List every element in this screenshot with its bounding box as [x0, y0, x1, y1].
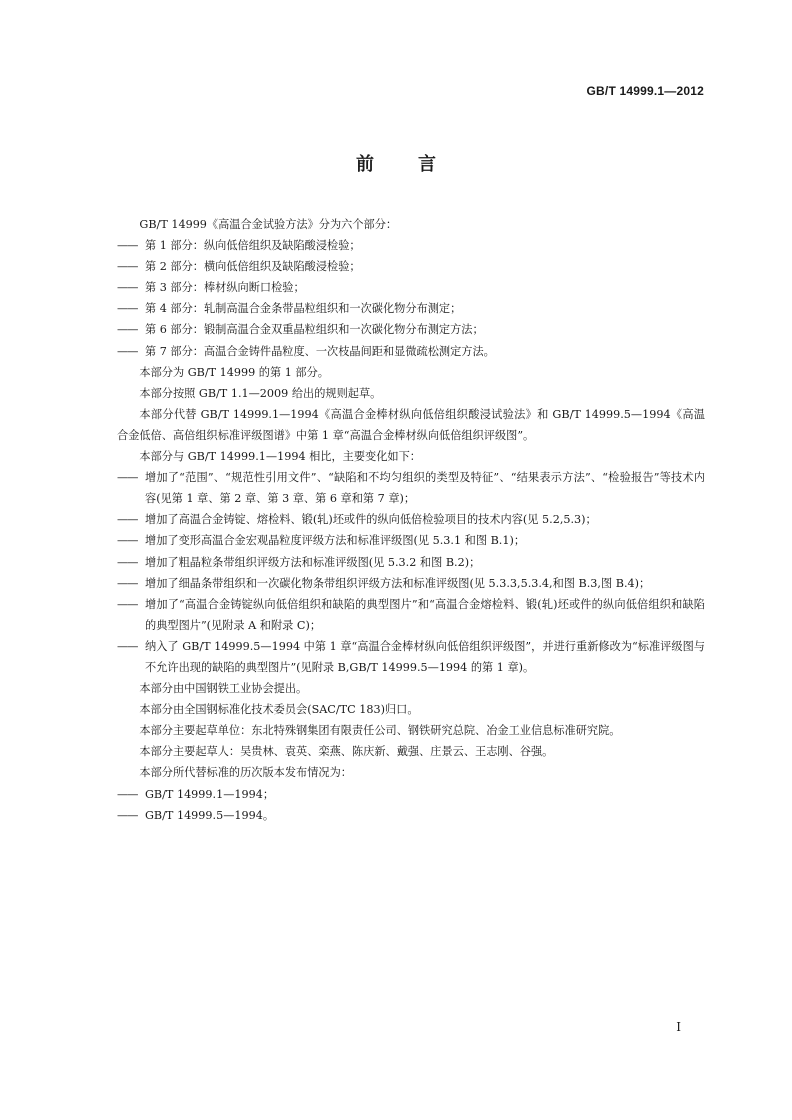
standard-number-header: GB/T 14999.1—2012: [586, 84, 704, 98]
list-item: [117, 530, 705, 551]
list-item-text: 增加了粗晶粒条带组织评级方法和标准评级图(见 5.3.2 和图 B.2)；: [145, 555, 481, 569]
list-item: [117, 805, 705, 826]
history-list: [117, 784, 705, 826]
foreword-content: [117, 214, 705, 826]
list-item: [117, 636, 705, 678]
dash-bullet: ——: [117, 281, 138, 295]
drafting-units: 本部分主要起草单位：东北特殊钢集团有限责任公司、钢铁研究总院、冶金工业信息标准研究院。: [139, 724, 621, 738]
dash-bullet: ——: [117, 555, 138, 569]
list-item-text: 第 3 部分：棒材纵向断口检验；: [145, 281, 305, 295]
dash-bullet: ——: [117, 471, 138, 485]
list-item-text: GB/T 14999.1—1994；: [145, 787, 275, 801]
list-item-text: 第 6 部分：锻制高温合金双重晶粒组织和一次碳化物分布测定方法；: [145, 323, 484, 337]
list-item: [117, 235, 705, 256]
dash-bullet: ——: [117, 260, 138, 274]
proposed-by: 本部分由中国钢铁工业协会提出。: [139, 682, 308, 696]
dash-bullet: ——: [117, 597, 138, 611]
list-item-text: 增加了高温合金铸锭、熔检料、锻(轧)坯或件的纵向低倍检验项目的技术内容(见 5.2,5.3)；: [145, 513, 597, 527]
dash-bullet: ——: [117, 576, 138, 590]
list-item-text: 第 4 部分：轧制高温合金条带晶粒组织和一次碳化物分布测定；: [145, 302, 462, 316]
drafters: 本部分主要起草人：吴贵林、袁英、栾燕、陈庆新、戴强、庄景云、王志刚、谷强。: [139, 745, 554, 759]
list-item: [117, 319, 705, 340]
list-item-text: 增加了细晶条带组织和一次碳化物条带组织评级方法和标准评级图(见 5.3.3,5.3.4,和图 B.3,图 B.4)；: [145, 576, 651, 590]
list-item: [117, 341, 705, 362]
page-title: 前言: [356, 154, 480, 175]
list-item-text: GB/T 14999.5—1994。: [145, 808, 275, 822]
list-item: [117, 277, 705, 298]
statement-rules: 本部分按照 GB/T 1.1—2009 给出的规则起草。: [139, 386, 382, 400]
dash-bullet: ——: [117, 302, 138, 316]
list-item: [117, 573, 705, 594]
list-item: [117, 784, 705, 805]
changes-intro: 本部分与 GB/T 14999.1—1994 相比，主要变化如下：: [139, 450, 421, 464]
dash-bullet: ——: [117, 513, 138, 527]
list-item-text: 增加了变形高温合金宏观晶粒度评级方法和标准评级图(见 5.3.1 和图 B.1)；: [145, 534, 526, 548]
page-number: I: [676, 1020, 681, 1034]
list-item: [117, 467, 705, 509]
list-item: [117, 298, 705, 319]
list-item-text: 第 2 部分：横向低倍组织及缺陷酸浸检验；: [145, 260, 361, 274]
changes-list: [117, 467, 705, 678]
statement-replaces: 本部分代替 GB/T 14999.1—1994《高温合金棒材纵向低倍组织酸浸试验法》和 GB/T 14999.5—1994《高温合金低倍、高倍组织标准评级图谱》中第 1 章“高温合金棒材纵向低倍组织评级图”。: [117, 407, 705, 442]
list-item: [117, 256, 705, 277]
list-item-text: 增加了“范围”、“规范性引用文件”、“缺陷和不均匀组织的类型及特征”、“结果表示方法”、“检验报告”等技术内容(见第 1 章、第 2 章、第 3 章、第 6 章和第 7 章)；: [145, 471, 705, 506]
dash-bullet: ——: [117, 239, 138, 253]
history-intro: 本部分所代替标准的历次版本发布情况为：: [139, 766, 352, 780]
intro-paragraph: GB/T 14999《高温合金试验方法》分为六个部分：: [139, 218, 398, 231]
centralized-by: 本部分由全国钢标准化技术委员会(SAC/TC 183)归口。: [139, 703, 419, 717]
dash-bullet: ——: [117, 323, 138, 337]
dash-bullet: ——: [117, 787, 138, 801]
dash-bullet: ——: [117, 344, 138, 358]
list-item-text: 第 1 部分：纵向低倍组织及缺陷酸浸检验；: [145, 239, 361, 253]
parts-list: [117, 235, 705, 362]
list-item: [117, 594, 705, 636]
dash-bullet: ——: [117, 534, 138, 548]
list-item: [117, 552, 705, 573]
list-item-text: 纳入了 GB/T 14999.5—1994 中第 1 章“高温合金棒材纵向低倍组织评级图”，并进行重新修改为“标准评级图与不允许出现的缺陷的典型图片”(见附录 B,GB/T 14999.5—1994 的第 1 章)。: [145, 639, 705, 674]
dash-bullet: ——: [117, 639, 138, 653]
dash-bullet: ——: [117, 808, 138, 822]
statement-part: 本部分为 GB/T 14999 的第 1 部分。: [139, 365, 329, 379]
list-item-text: 增加了“高温合金铸锭纵向低倍组织和缺陷的典型图片”和“高温合金熔检料、锻(轧)坯或件的纵向低倍组织和缺陷的典型图片”(见附录 A 和附录 C)；: [145, 597, 705, 632]
list-item: [117, 509, 705, 530]
list-item-text: 第 7 部分：高温合金铸件晶粒度、一次枝晶间距和显微疏松测定方法。: [145, 344, 495, 358]
